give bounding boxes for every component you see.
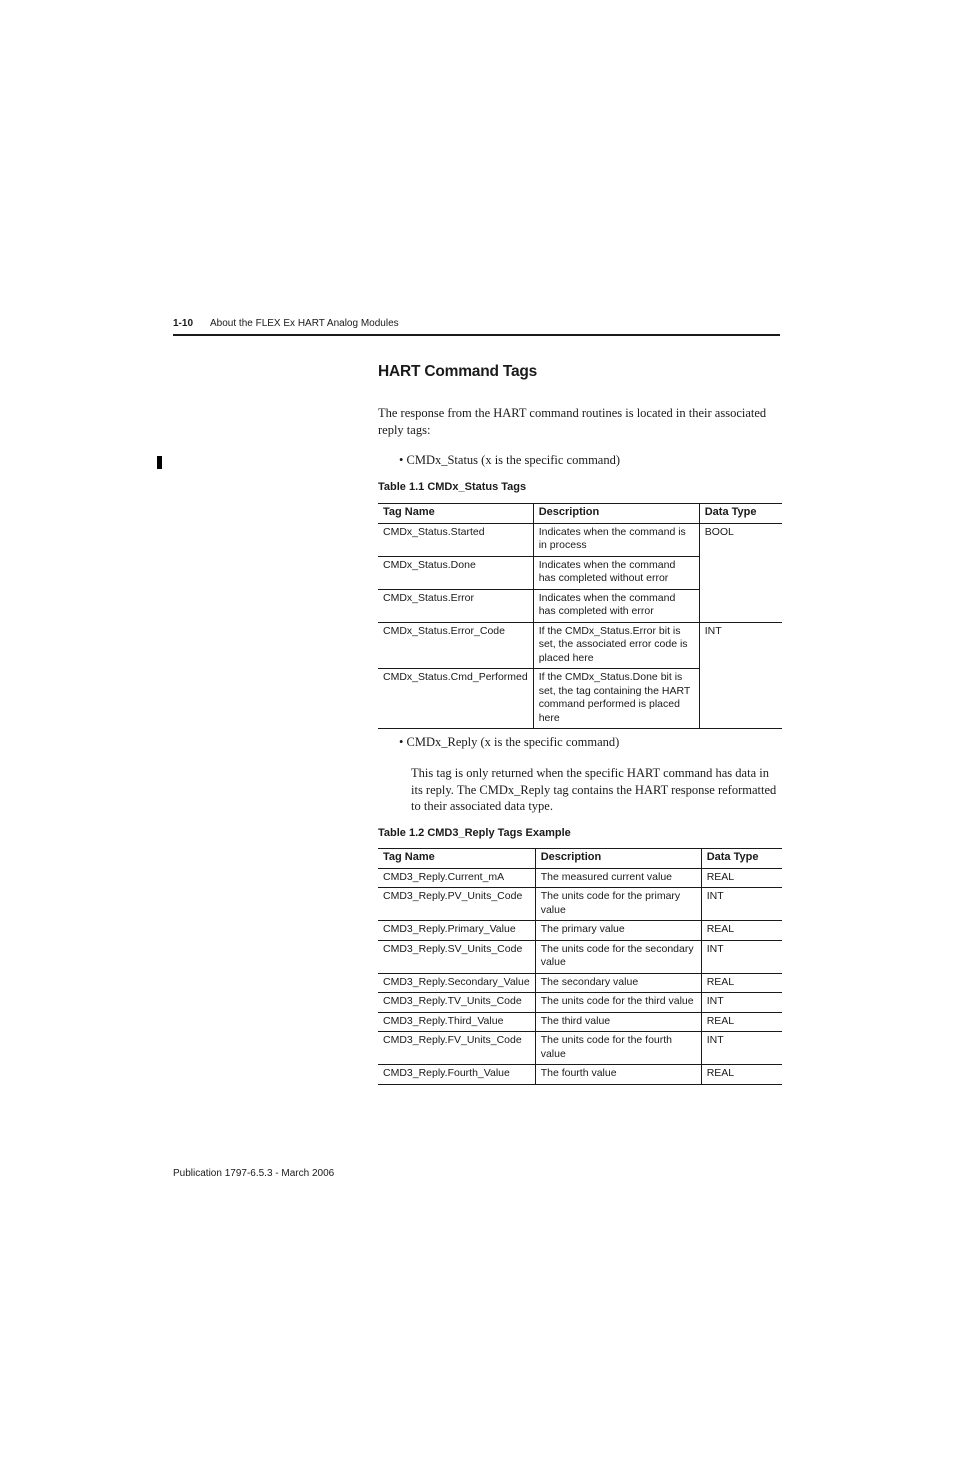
- table1-caption: Table 1.1 CMDx_Status Tags: [378, 481, 527, 493]
- tag-name-cell: CMD3_Reply.SV_Units_Code: [378, 940, 535, 973]
- tag-name-cell: CMDx_Status.Error_Code: [378, 622, 533, 669]
- data-type-cell: REAL: [701, 921, 782, 941]
- tag-name-cell: CMDx_Status.Done: [378, 556, 533, 589]
- data-type-cell: [699, 589, 782, 622]
- description-cell: The units code for the secondary value: [535, 940, 701, 973]
- description-cell: The measured current value: [535, 868, 701, 888]
- data-type-cell: INT: [701, 993, 782, 1013]
- column-header: Description: [533, 504, 699, 524]
- table-row: [378, 669, 782, 729]
- change-bar: [157, 456, 162, 469]
- tag-name-cell: CMD3_Reply.Secondary_Value: [378, 973, 535, 993]
- table-row: [378, 888, 782, 921]
- table-row: [378, 868, 782, 888]
- table-row: [378, 993, 782, 1013]
- reply-tags-table: [378, 848, 782, 1085]
- description-cell: Indicates when the command has completed without error: [533, 556, 699, 589]
- column-header: Tag Name: [378, 504, 533, 524]
- tag-name-cell: CMDx_Status.Error: [378, 589, 533, 622]
- tag-name-cell: CMD3_Reply.Third_Value: [378, 1012, 535, 1032]
- data-type-cell: BOOL: [699, 523, 782, 556]
- reply-note-paragraph: This tag is only returned when the specific HART command has data in its reply. The CMDx_Reply tag contains the HART response reformatted to their associated data type.: [411, 766, 777, 813]
- data-type-cell: INT: [701, 1032, 782, 1065]
- intro-paragraph: The response from the HART command routines is located in their associated reply tags:: [378, 406, 767, 437]
- bullet-cmdx-reply: • CMDx_Reply (x is the specific command): [399, 735, 620, 749]
- page-number: 1-10: [173, 318, 194, 329]
- tag-name-cell: CMD3_Reply.Primary_Value: [378, 921, 535, 941]
- description-cell: The units code for the primary value: [535, 888, 701, 921]
- tag-name-cell: CMDx_Status.Started: [378, 523, 533, 556]
- table-row: [378, 622, 782, 669]
- table-row: [378, 921, 782, 941]
- status-tags-table: [378, 503, 782, 729]
- description-cell: The units code for the third value: [535, 993, 701, 1013]
- tag-name-cell: CMD3_Reply.Fourth_Value: [378, 1065, 535, 1085]
- column-header: Description: [535, 849, 701, 869]
- tag-name-cell: CMDx_Status.Cmd_Performed: [378, 669, 533, 729]
- data-type-cell: REAL: [701, 868, 782, 888]
- data-type-cell: INT: [701, 940, 782, 973]
- tag-name-cell: CMD3_Reply.PV_Units_Code: [378, 888, 535, 921]
- table-row: [378, 1065, 782, 1085]
- tag-name-cell: CMD3_Reply.TV_Units_Code: [378, 993, 535, 1013]
- data-type-cell: REAL: [701, 973, 782, 993]
- table-row: [378, 1012, 782, 1032]
- data-type-cell: INT: [701, 888, 782, 921]
- table-row: [378, 523, 782, 556]
- tag-name-cell: CMD3_Reply.Current_mA: [378, 868, 535, 888]
- description-cell: If the CMDx_Status.Error bit is set, the associated error code is placed here: [533, 622, 699, 669]
- description-cell: If the CMDx_Status.Done bit is set, the tag containing the HART command performed is placed here: [533, 669, 699, 729]
- table-row: [378, 589, 782, 622]
- table-row: [378, 1032, 782, 1065]
- column-header: Tag Name: [378, 849, 535, 869]
- section-title: HART Command Tags: [378, 363, 538, 380]
- table-row: [378, 973, 782, 993]
- chapter-title: About the FLEX Ex HART Analog Modules: [210, 318, 399, 329]
- data-type-cell: [699, 556, 782, 589]
- description-cell: Indicates when the command is in process: [533, 523, 699, 556]
- table-header-row: [378, 504, 782, 524]
- publication-footer: Publication 1797-6.5.3 - March 2006: [173, 1168, 335, 1179]
- description-cell: The primary value: [535, 921, 701, 941]
- description-cell: Indicates when the command has completed with error: [533, 589, 699, 622]
- description-cell: The third value: [535, 1012, 701, 1032]
- bullet-cmdx-status: • CMDx_Status (x is the specific command): [399, 453, 621, 467]
- header-rule: [173, 334, 780, 336]
- tag-name-cell: CMD3_Reply.FV_Units_Code: [378, 1032, 535, 1065]
- data-type-cell: INT: [699, 622, 782, 669]
- table-header-row: [378, 849, 782, 869]
- table2-caption: Table 1.2 CMD3_Reply Tags Example: [378, 827, 571, 839]
- data-type-cell: REAL: [701, 1065, 782, 1085]
- table-row: [378, 940, 782, 973]
- data-type-cell: [699, 669, 782, 729]
- column-header: Data Type: [699, 504, 782, 524]
- description-cell: The fourth value: [535, 1065, 701, 1085]
- description-cell: The units code for the fourth value: [535, 1032, 701, 1065]
- table-row: [378, 556, 782, 589]
- description-cell: The secondary value: [535, 973, 701, 993]
- column-header: Data Type: [701, 849, 782, 869]
- data-type-cell: REAL: [701, 1012, 782, 1032]
